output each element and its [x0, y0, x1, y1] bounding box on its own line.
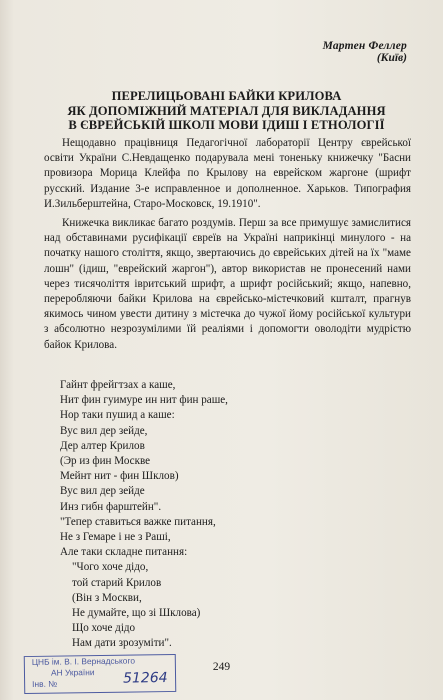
poem-line: Нор таки пушид а каше: — [60, 409, 175, 422]
title-line: ЯК ДОПОМІЖНИЙ МАТЕРІАЛ ДЛЯ ВИКЛАДАННЯ — [67, 103, 386, 118]
article-title — [44, 89, 409, 133]
paragraph: Книжечка викликає багато роздумів. Перш за все примушує замислитися над обставинами русифікації євреїв на Україні наприкінці минулого - на початку нашого століття, якщо, звертаючись до єврейських дітей на їх "маме лошн" (ідиш, "еврейский жаргон"), автор використав не пронесений нами через тисячоліття івритський шрифт, а шрифт російський; якщо, напевно, переробляючи байки Крилова на єврейсько-містечковий кшталт, прагнув якимось чином увести дитину з містечка до чужої йому російської культури з абсолютно незрозумілими їй реаліями і допомогти оволодіти мудрістю байок Крилова. — [44, 217, 411, 351]
poem-line: Дер алтер Крилов — [60, 439, 145, 452]
stamp-line: ЦНБ ім. В. І. Вернадського — [31, 655, 136, 667]
poem-line: Не з Гемаре і не з Раші, — [60, 531, 171, 544]
poem-line: Мейнт нит - фин Шклов) — [60, 470, 179, 483]
poem-line: "Тепер ставиться важке питання, — [60, 515, 216, 528]
stamp-line: Інв. № — [32, 678, 58, 689]
author-block — [323, 40, 407, 64]
poem-line: той старий Крилов — [72, 576, 162, 589]
poem-block — [60, 378, 228, 652]
author-name: Мартен Феллер — [322, 40, 407, 52]
title-line: В ЄВРЕЙСЬКІЙ ШКОЛІ МОВИ ІДИШ І ЕТНОЛОГІЇ — [68, 118, 385, 132]
author-city: (Київ) — [376, 52, 407, 64]
poem-line: Нам дати зрозуміти". — [72, 637, 172, 650]
poem-line: Але таки складне питання: — [60, 546, 188, 559]
library-stamp — [24, 654, 177, 694]
poem-line: (Эр из фин Москве — [60, 455, 151, 468]
title-line: ПЕРЕЛИЦЬОВАНІ БАЙКИ КРИЛОВА — [111, 89, 342, 103]
poem-line: Не думайте, що зі Шклова) — [72, 607, 201, 620]
poem-line: Нит фин гуимуре ин нит фин раше, — [60, 394, 228, 407]
poem-line: Вус вил дер зейде — [60, 485, 145, 498]
paragraph: Нещодавно працівниця Педагогічної лабораторії Центру єврейської освіти України С.Невдащенко подарувала мені тоненьку книжечку "Басни провизора Морица Клейфа по Крылову на еврейском жаргоне (шрифт русский. Издание 3-е исправленное и дополненное. Харьков. Типография И.Зильберштейна, Старо-Московск, 19.1910". — [44, 137, 411, 210]
poem-line: Инз гибн фарштейн". — [60, 500, 162, 513]
page-number: 249 — [212, 661, 231, 673]
poem-line: (Він з Москви, — [72, 591, 142, 604]
body-text — [44, 136, 411, 353]
stamp-inventory-number: 51264 — [122, 670, 168, 687]
poem-line: "Чого хоче дідо, — [72, 561, 149, 574]
stamp-line: АН України — [50, 667, 95, 678]
poem-line: Що хоче дідо — [72, 622, 136, 635]
poem-line: Гайнт фрейгтзах а каше, — [60, 379, 176, 391]
poem-line: Вус вил дер зейде, — [60, 424, 148, 437]
